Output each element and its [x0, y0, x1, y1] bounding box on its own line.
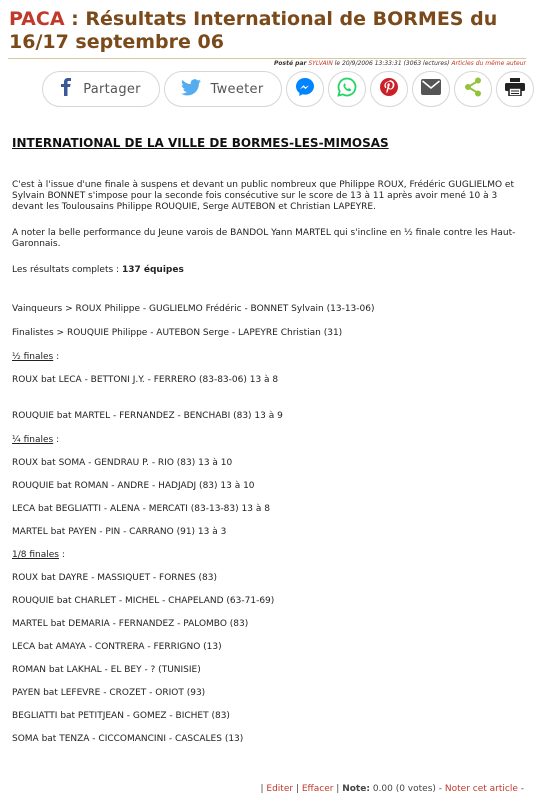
list-item: ROUX bat DAYRE - MASSIQUET - FORNES (83) [12, 573, 218, 583]
list-item: ROUX bat LECA - BETTONI J.Y. - FERRERO (83-83-06) 13 à 8 [12, 375, 279, 385]
note-label: Note: [342, 784, 370, 794]
generic-share-button[interactable] [454, 71, 492, 107]
winners-line: Vainqueurs > ROUX Philippe - GUGLIELMO Frédéric - BONNET Sylvain (13-13-06) [12, 304, 375, 314]
facebook-share-button[interactable] [42, 71, 160, 107]
intro-paragraph: C'est à l'issue d'une finale à suspens et devant un public nombreux que Philippe ROUX, Frédéric GUGLIELMO et Sylvain BONNET s'impose pour la seconde fois consécutive sur le score de 13 à 11 après avoir mené 10 à 3 devant les Toulousains Philippe ROUQUIE, Serge AUTEBON et Christian LAPEYRE. [12, 180, 514, 212]
article-footer [261, 784, 525, 794]
note-paragraph: A noter la belle performance du Jeune varois de BANDOL Yann MARTEL qui s'incline en ½ finale contre les Haut-Garonnais. [12, 228, 516, 249]
results-prefix: Les résultats complets : [12, 265, 122, 275]
share-icon [464, 77, 482, 101]
list-item: ROUQUIE bat ROMAN - ANDRE - HADJADJ (83) 13 à 10 [12, 481, 255, 491]
list-item: PAYEN bat LEFEVRE - CROZET - ORIOT (93) [12, 688, 206, 698]
facebook-icon [59, 78, 73, 100]
eighths-label: 1/8 finales [12, 550, 59, 560]
list-item: ROUX bat SOMA - GENDRAU P. - RIO (83) 13 à 10 [12, 458, 233, 468]
messenger-icon [295, 77, 315, 101]
semis-label: ½ finales [12, 352, 54, 362]
twitter-share-label: Tweeter [210, 81, 264, 97]
pinterest-icon [379, 77, 399, 101]
footer-bracket-open: | [260, 784, 267, 794]
edit-link[interactable]: Editer [266, 784, 294, 794]
list-item: SOMA bat TENZA - CICCOMANCINI - CASCALES (13) [12, 734, 244, 744]
list-item: ROUQUIE bat CHARLET - MICHEL - CHAPELAND (63-71-69) [12, 596, 275, 606]
title-text: Résultats International de BORMES du 16/17 septembre 06 [9, 8, 498, 53]
twitter-icon [181, 79, 201, 100]
footer-sep: - [435, 784, 445, 794]
whatsapp-icon [337, 77, 357, 101]
footer-sep: - [517, 784, 524, 794]
footer-sep: | [293, 784, 302, 794]
rate-article-link[interactable]: Noter cet article [444, 784, 518, 794]
title-separator: : [64, 8, 86, 30]
article-heading: INTERNATIONAL DE LA VILLE DE BORMES-LES-MIMOSAS [12, 136, 389, 150]
email-icon [421, 79, 441, 99]
delete-link[interactable]: Effacer [301, 784, 334, 794]
eighths-heading [12, 550, 522, 561]
semis-heading [12, 352, 522, 363]
list-item: ROUQUIE bat MARTEL - FERNANDEZ - BENCHABI (83) 13 à 9 [12, 411, 283, 421]
footer-sep: | [333, 784, 343, 794]
article-body [12, 135, 522, 745]
note-value: 0.00 (0 votes) [372, 784, 436, 794]
post-date: le 20/9/2006 13:33:31 (3063 lectures) [334, 60, 450, 67]
list-item: MARTEL bat DEMARIA - FERNANDEZ - PALOMBO (83) [12, 619, 249, 629]
messenger-share-button[interactable] [286, 71, 324, 107]
share-bar [42, 71, 534, 109]
print-share-button[interactable] [496, 71, 534, 107]
quarters-heading [12, 435, 522, 446]
twitter-share-button[interactable] [164, 71, 282, 107]
results-line [12, 265, 522, 276]
email-share-button[interactable] [412, 71, 450, 107]
list-item: MARTEL bat PAYEN - PIN - CARRANO (91) 13 à 3 [12, 527, 227, 537]
list-item: BEGLIATTI bat PETITJEAN - GOMEZ - BICHET (83) [12, 711, 230, 721]
semis-suffix: : [53, 352, 60, 362]
quarters-label: ¼ finales [12, 435, 54, 445]
author-link[interactable]: SYLVAIN [308, 60, 333, 67]
list-item: ROMAN bat LAKHAL - EL BEY - ? (TUNISIE) [12, 665, 201, 675]
eighths-suffix: : [58, 550, 65, 560]
list-item: LECA bat AMAYA - CONTRERA - FERRIGNO (13) [12, 642, 222, 652]
posted-prefix: Posté par [274, 60, 307, 67]
whatsapp-share-button[interactable] [328, 71, 366, 107]
pinterest-share-button[interactable] [370, 71, 408, 107]
quarters-suffix: : [53, 435, 60, 445]
title-divider [8, 58, 526, 59]
post-meta [274, 60, 526, 67]
same-author-link[interactable]: Articles du même auteur [451, 60, 526, 67]
region-label: PACA [9, 8, 65, 30]
facebook-share-label: Partager [83, 81, 141, 97]
results-count: 137 équipes [121, 265, 184, 275]
print-icon [505, 78, 525, 100]
list-item: LECA bat BEGLIATTI - ALENA - MERCATI (83-13-83) 13 à 8 [12, 504, 270, 514]
page-title [9, 8, 527, 54]
finalists-line: Finalistes > ROUQUIE Philippe - AUTEBON Serge - LAPEYRE Christian (31) [12, 328, 343, 338]
